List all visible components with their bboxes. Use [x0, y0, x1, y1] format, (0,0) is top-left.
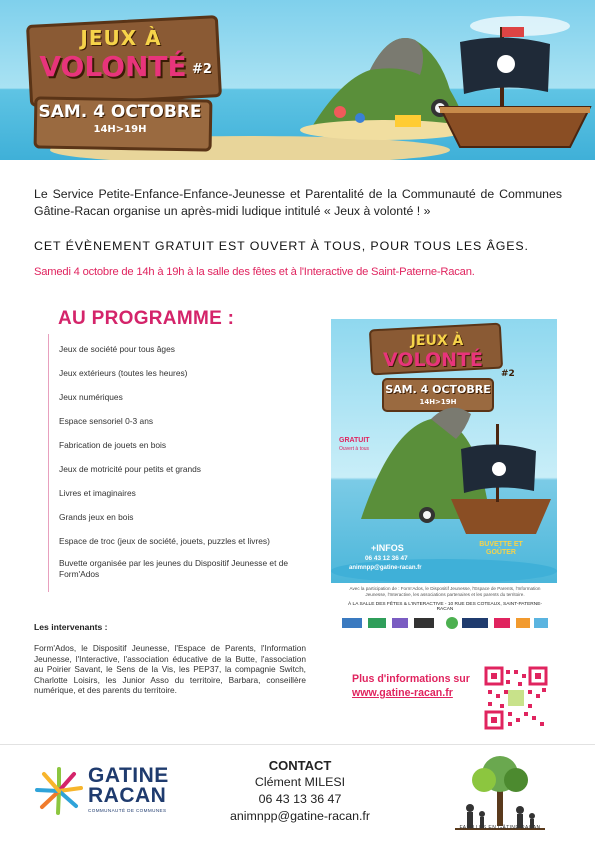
contact-title: CONTACT [268, 758, 332, 773]
logo-subtitle: COMMUNAUTÉ DE COMMUNES [88, 808, 167, 813]
qr-code-icon[interactable] [484, 666, 548, 730]
event-poster-image [331, 319, 557, 583]
programme-title: AU PROGRAMME : [58, 308, 235, 329]
poster-free-badge: GRATUIT [339, 437, 370, 444]
intervenants-text: Form'Ados, le Dispositif Jeunesse, l'Espace de Parents, l'Information Jeunesse, l'Interactive, l'association éducative de la Butte, l'association au Poirier Savant, le Sens de la Vis, les PEP37, la compagnie Switch, Charlotte Loisirs, les Junior Asso du territoire, Barbara, conseillère numérique, et des parents du territoire. [34, 643, 306, 696]
programme-item: Jeux de motricité pour petits et grands [59, 464, 201, 474]
event-statement: CET ÉVÈNEMENT GRATUIT EST OUVERT À TOUS, POUR TOUS LES ÂGES. [34, 239, 529, 253]
poster-title-line2: VOLONTÉ [383, 349, 483, 371]
intro-paragraph: Le Service Petite-Enfance-Enfance-Jeunesse et Parentalité de la Communauté de Communes Gâtine-Racan organise un après-midi ludique intitulé « Jeux à volonté ! » [34, 187, 562, 218]
logo-word-gatine: GATINE [88, 764, 169, 787]
more-info-label: Plus d'informations sur [352, 673, 470, 685]
contact-email[interactable]: animnpp@gatine-racan.fr [230, 809, 370, 823]
intervenants-title: Les intervenants : [34, 622, 108, 632]
programme-item: Buvette organisée par les jeunes du Dispositif Jeunesse et de Form'Ados [59, 558, 289, 579]
footer-divider [0, 744, 595, 745]
header-banner [0, 0, 595, 160]
poster-info-phone: 06 43 12 36 47 [365, 555, 408, 562]
poster-address: À LA SALLE DES FÊTES & L'INTERACTIVE - 10 RUE DES COTEAUX, SAINT-PATERNE-RACAN [348, 602, 542, 612]
website-link[interactable]: www.gatine-racan.fr [352, 687, 453, 699]
programme-list [48, 334, 311, 592]
programme-item: Jeux de société pour tous âges [59, 344, 175, 354]
poster-info-title: +INFOS [371, 543, 404, 553]
banner-title-line1: JEUX À [80, 26, 162, 50]
programme-item: Espace sensoriel 0-3 ans [59, 416, 154, 426]
event-date-line: Samedi 4 octobre de 14h à 19h à la salle des fêtes et à l'Interactive de Saint-Paterne-Racan. [34, 266, 475, 278]
programme-item: Grands jeux en bois [59, 512, 134, 522]
programme-item: Jeux numériques [59, 392, 123, 402]
contact-name: Clément MILESI [254, 775, 346, 789]
poster-info-email: animnpp@gatine-racan.fr [349, 565, 422, 571]
family-tree-icon [450, 752, 550, 834]
pirate-ship-illustration [430, 22, 595, 152]
banner-title-line2: VOLONTÉ [39, 50, 187, 83]
poster-buvette: BUVETTE ET GOÛTER [479, 541, 523, 556]
poster-date: SAM. 4 OCTOBRE [385, 383, 491, 396]
poster-edition: #2 [501, 369, 515, 379]
contact-phone: 06 43 13 36 47 [258, 792, 342, 806]
title-sign [28, 12, 214, 135]
partner-logos [340, 614, 550, 632]
sunburst-icon [34, 766, 84, 816]
programme-item: Jeux extérieurs (toutes les heures) [59, 368, 188, 378]
banner-date: SAM. 4 OCTOBRE [38, 102, 202, 122]
poster-free-sub: Ouvert à tous [339, 446, 370, 452]
programme-item: Espace de troc (jeux de société, jouets, puzzles et livres) [59, 536, 270, 546]
poster-hours: 14H>19H [419, 398, 457, 406]
poster-title-line1: JEUX À [410, 333, 464, 349]
poster-fineprint: Avec la participation de : Form'Ados, le Dispositif Jeunesse, l'Espace de Parents, l'Information Jeunesse, l'Interactive, les associations partenaires et les parents du territoire. [349, 586, 541, 597]
programme-item: Fabrication de jouets en bois [59, 440, 167, 450]
programme-item: Livres et imaginaires [59, 488, 136, 498]
gatine-racan-logo [34, 762, 179, 818]
family-logo-caption: FAMILLES EN GÂTINE RACAN [459, 825, 541, 831]
banner-hours: 14H>19H [93, 124, 147, 135]
logo-word-racan: RACAN [88, 784, 167, 807]
banner-edition: #2 [192, 62, 212, 77]
